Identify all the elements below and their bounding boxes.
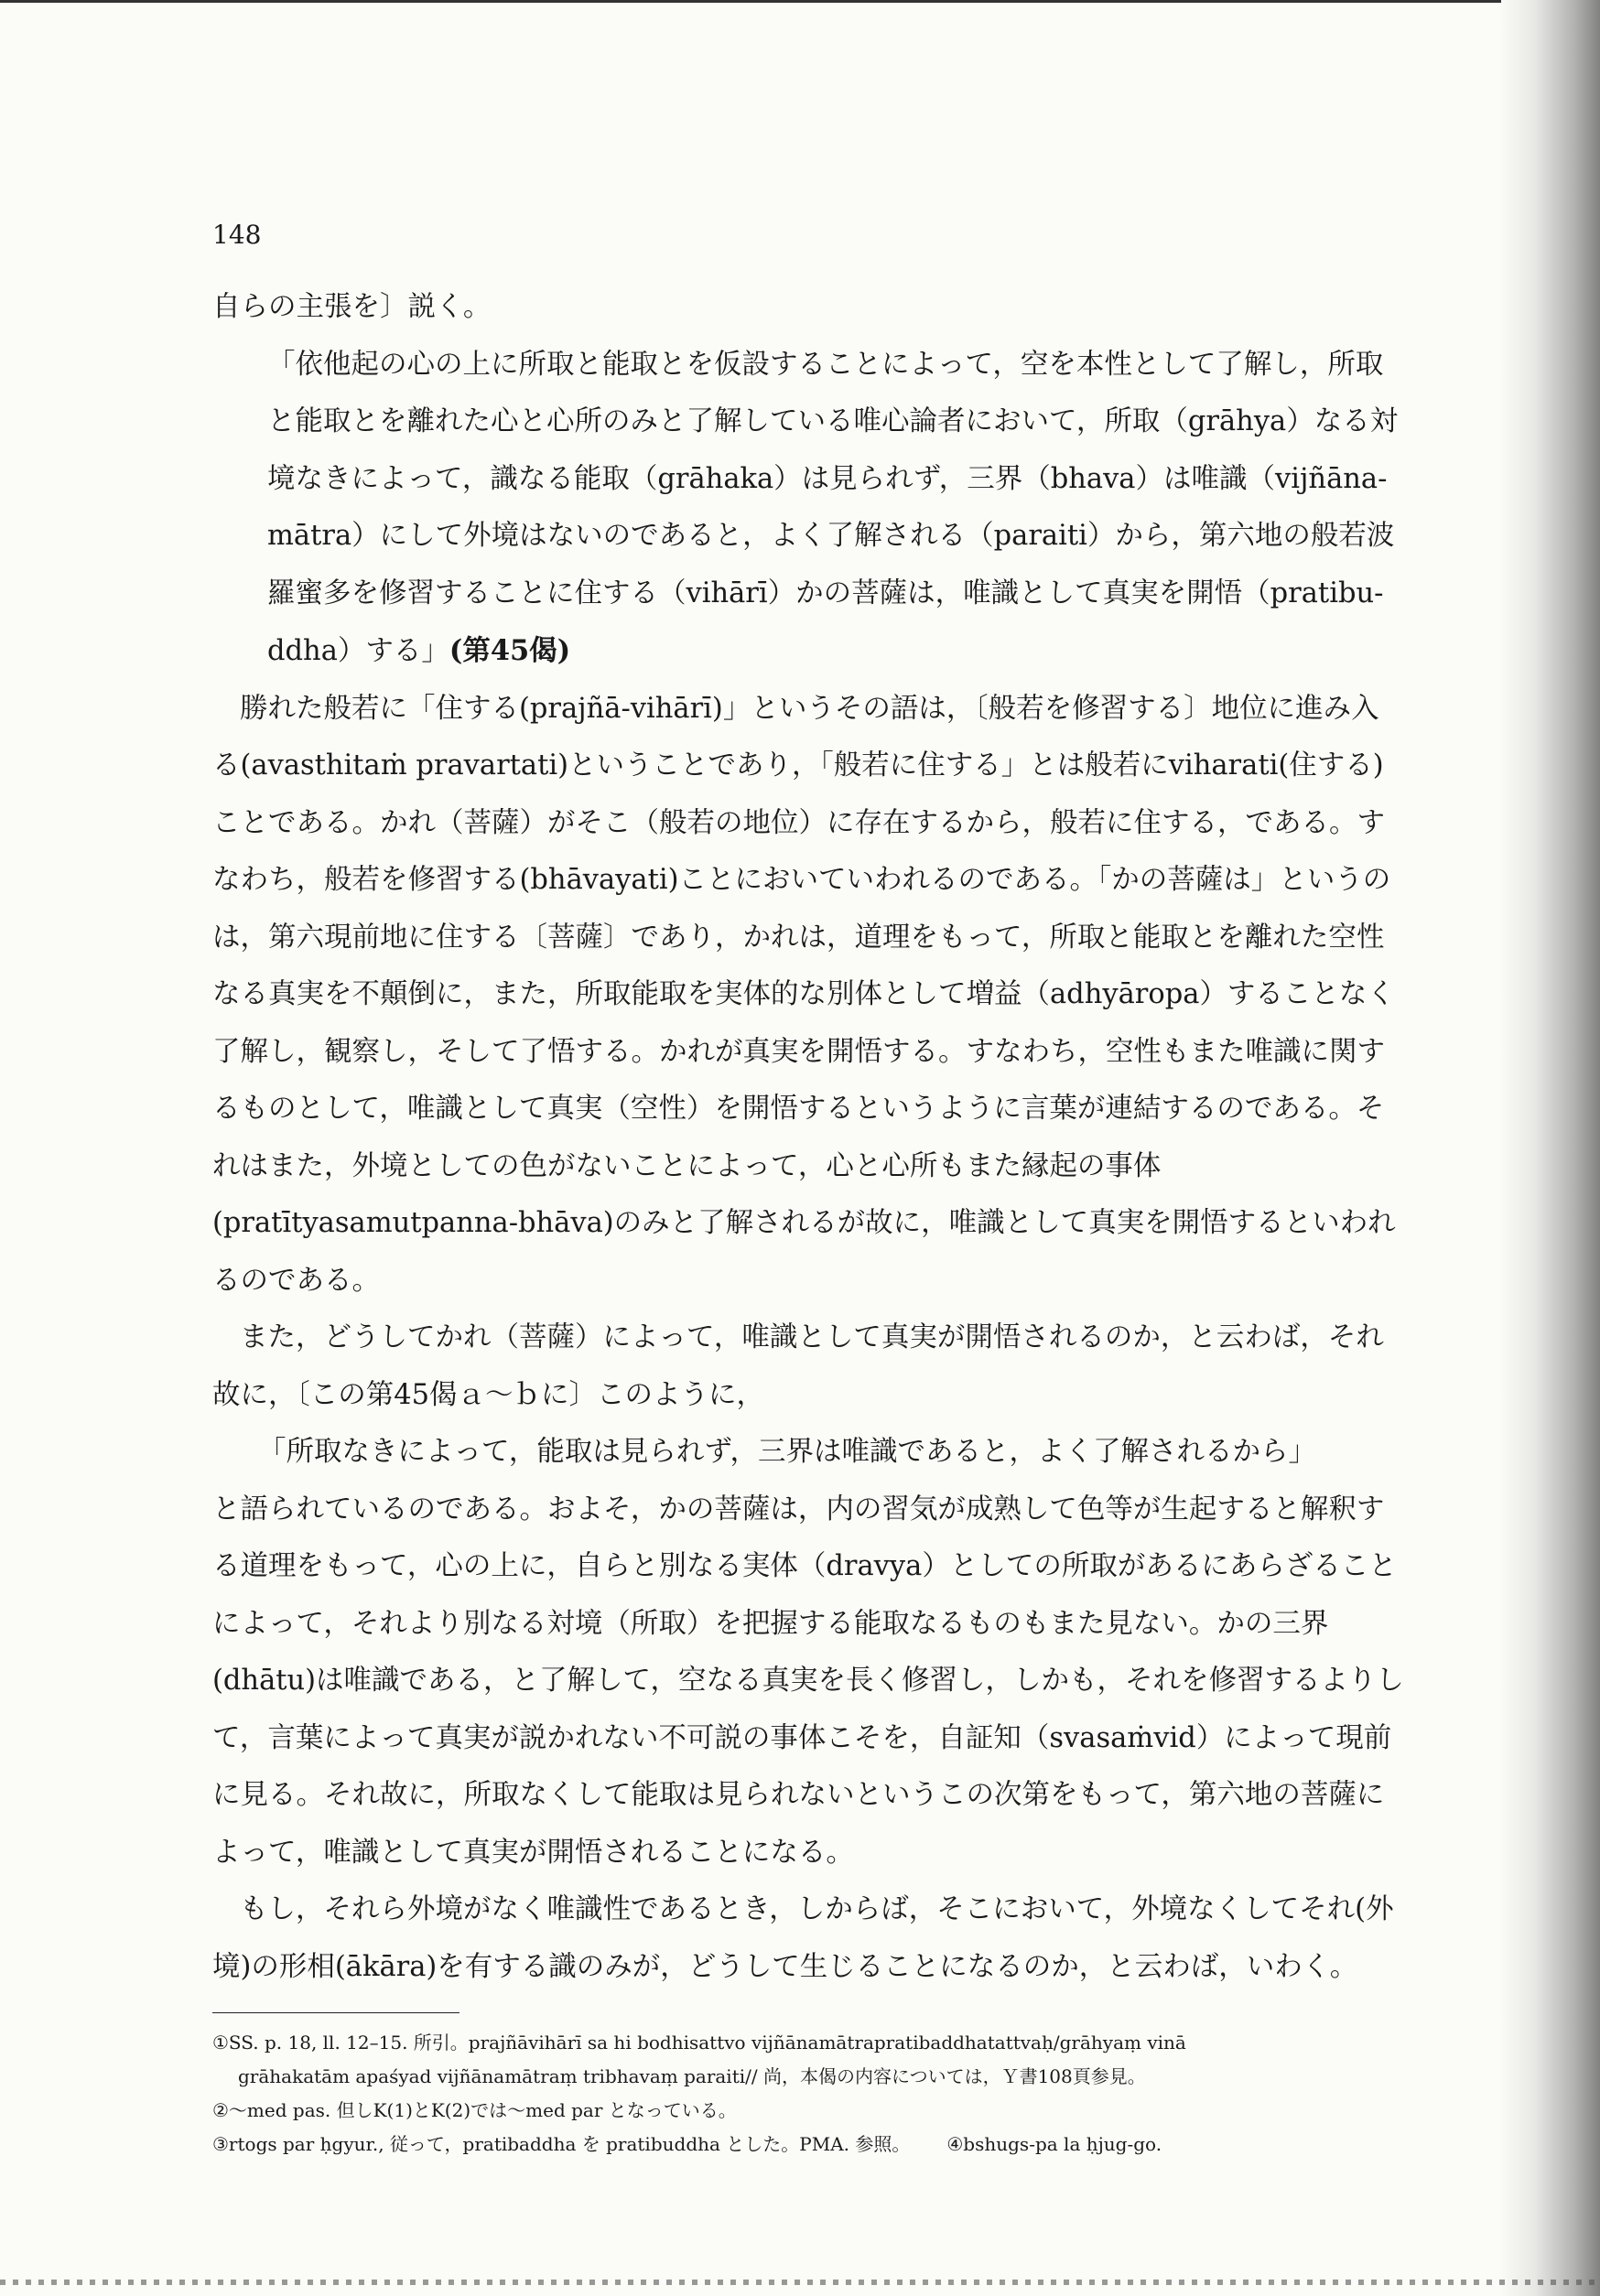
body-text xyxy=(212,279,1407,1996)
footnote-4: ④bshugs-pa la ḥjug-go. xyxy=(946,2133,1162,2155)
verse-text: 「依他起の心の上に所取と能取とを仮設することによって，空を本性として了解し，所取と能取とを離れた心と心所のみと了解している唯心論者において，所取（grāhya）なる対境なきによって，識なる能取（grāhaka）は見られず，三界（bhava）は唯識（vijñāna-mātra）にして外境はないのであると，よく了解される（paraiti）から，第六地の般若波羅蜜多を修習することに住する（vihārī）かの菩薩は，唯識として真実を開悟（pratibu-ddha）する」 xyxy=(267,348,1399,667)
verse-quote xyxy=(267,337,1407,681)
verse-quote-2: 「所取なきによって，能取は見られず，三界は唯識であると，よく了解されるから」 xyxy=(258,1436,1316,1468)
scan-binding-shadow xyxy=(1499,0,1600,2296)
footnote-rule xyxy=(212,2012,459,2013)
footnote-3-4 xyxy=(212,2128,1407,2161)
paragraph-3: 勝れた般若に「住する(prajñā-vihārī)」というその語は，〔般若を修習する〕地位に進み入る(avasthitaṁ pravartati)ということであり，「般若に住する」とは般若にviharati(住する)ことである。かれ（菩薩）がそこ（般若の地位）に存在するから，般若に住する，である。すなわち，般若を修習する(bhāvayati)ことにおいていわれるのである。「かの菩薩は」というのは，第六現前地に住する〔菩薩〕であり，かれは，道理をもって，所取と能取とを離れた空性なる真実を不顛倒に，また，所取能取を実体的な別体として増益（adhyāropa）することなく了解し，観察し，そして了悟する。かれが真実を開悟する。すなわち，空性もまた唯識に関するものとして，唯識として真実（空性）を開悟するというように言葉が連結するのである。それはまた，外境としての色がないことによって，心と心所もまた縁起の事体(pratītyasamutpanna-bhāva)のみと了解されるが故に，唯識として真実を開悟するといわれるのである。 xyxy=(212,692,1396,1297)
paragraph-7: もし，それら外境がなく唯識性であるとき，しからば，そこにおいて，外境なくしてそれ(外境)の形相(ākāra)を有する識のみが，どうして生じることになるのか，と云わば，いわく。 xyxy=(212,1893,1394,1983)
footnote-3: ③rtogs par ḥgyur., 従って，pratibaddha を pratibuddha とした。PMA. 参照。 xyxy=(212,2133,911,2155)
footnote-2: ②～med pas. 但しK(1)とK(2)では～med par となっている。 xyxy=(212,2099,737,2121)
scan-top-edge xyxy=(0,0,1501,3)
footnote-1-cont: grāhakatām apaśyad vijñānamātraṃ tribhavaṃ paraiti// 尚，本偈の内容については，Ｙ書108頁参見。 xyxy=(238,2065,1146,2087)
footnote-1: ①SS. p. 18, ll. 12–15. 所引。prajñāvihārī sa hi bodhisattvo vijñānamātrapratibaddhatattvaḥ/grāhyaṃ vinā xyxy=(212,2032,1186,2053)
verse-reference: (第45偈) xyxy=(449,634,571,667)
page xyxy=(212,220,1407,2161)
page-number: 148 xyxy=(212,220,262,250)
scan-bottom-edge xyxy=(0,2280,1600,2285)
paragraph-1: 自らの主張を〕説く。 xyxy=(212,291,492,323)
paragraph-6: と語られているのである。およそ，かの菩薩は，内の習気が成熟して色等が生起すると解釈する道理をもって，心の上に，自らと別なる実体（dravya）としての所取があるにあらざることによって，それより別なる対境（所取）を把握する能取なるものもまた見ない。かの三界(dhātu)は唯識である，と了解して，空なる真実を長く修習し，しかも，それを修習するよりして，言葉によって真実が説かれない不可説の事体こそを，自証知（svasaṁvid）によって現前に見る。それ故に，所取なくして能取は見られないというこの次第をもって，第六地の菩薩によって，唯識として真実が開悟されることになる。 xyxy=(212,1493,1404,1869)
footnotes xyxy=(212,2026,1407,2161)
paragraph-4: また，どうしてかれ（菩薩）によって，唯識として真実が開悟されるのか，と云わば，それ故に，〔この第45偈ａ～ｂに〕このように， xyxy=(212,1321,1384,1411)
